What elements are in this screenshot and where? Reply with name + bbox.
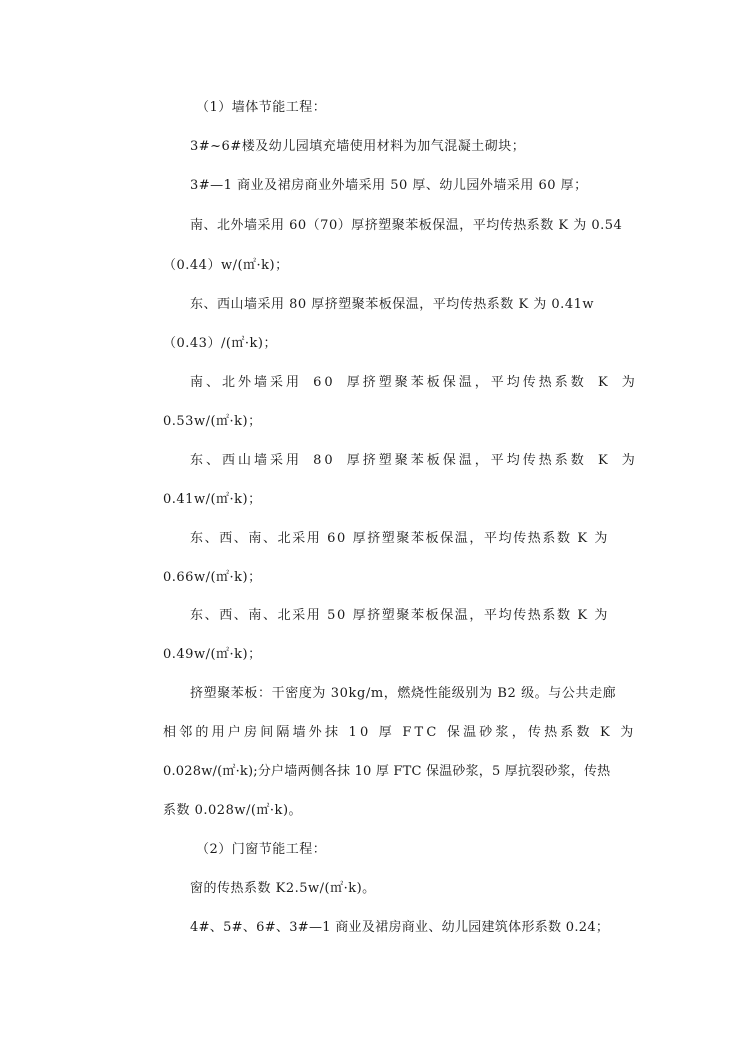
paragraph-shape-coefficient: 4#、5#、6#、3#—1 商业及裙房商业、幼儿园建筑体形系数 0.24； [190, 920, 610, 935]
section-heading-doors-windows: （2）门窗节能工程： [196, 842, 327, 857]
paragraph-exterior-wall-thickness: 3#—1 商业及裙房商业外墙采用 50 厚、幼儿园外墙采用 60 厚； [190, 178, 588, 193]
paragraph-east-west-wall-line2: （0.43）/(㎡·k)； [163, 336, 277, 351]
paragraph-xps-board-line4: 系数 0.028w/(㎡·k)。 [163, 803, 303, 818]
paragraph-infill-material: 3#~6#楼及幼儿园填充墙使用材料为加气混凝土砌块； [190, 139, 526, 154]
paragraph-east-west-80-line1: 东、西山墙采用 80 厚挤塑聚苯板保温，平均传热系数 K 为 [190, 453, 638, 468]
paragraph-all-sides-60-line2: 0.66w/(㎡·k)； [163, 570, 262, 585]
paragraph-east-west-80-line2: 0.41w/(㎡·k)； [163, 492, 262, 507]
paragraph-south-north-60-line1: 南、北外墙采用 60 厚挤塑聚苯板保温，平均传热系数 K 为 [190, 375, 638, 390]
paragraph-all-sides-60-line1: 东、西、南、北采用 60 厚挤塑聚苯板保温，平均传热系数 K 为 [190, 531, 609, 546]
paragraph-xps-board-line1: 挤塑聚苯板：干密度为 30kg/m，燃烧性能级别为 B2 级。与公共走廊 [190, 686, 617, 701]
paragraph-xps-board-line2: 相邻的用户房间隔墙外抹 10 厚 FTC 保温砂浆，传热系数 K 为 [163, 725, 637, 740]
paragraph-all-sides-50-line1: 东、西、南、北采用 50 厚挤塑聚苯板保温，平均传热系数 K 为 [190, 608, 609, 623]
paragraph-south-north-wall-line2: （0.44）w/(㎡·k)； [163, 258, 289, 273]
paragraph-south-north-60-line2: 0.53w/(㎡·k)； [163, 414, 262, 429]
paragraph-east-west-wall-line1: 东、西山墙采用 80 厚挤塑聚苯板保温，平均传热系数 K 为 0.41w [190, 297, 594, 312]
paragraph-all-sides-50-line2: 0.49w/(㎡·k)； [163, 647, 262, 662]
paragraph-window-k-value: 窗的传热系数 K2.5w/(㎡·k)。 [190, 881, 376, 896]
paragraph-south-north-wall-line1: 南、北外墙采用 60（70）厚挤塑聚苯板保温，平均传热系数 K 为 0.54 [190, 218, 623, 233]
paragraph-xps-board-line3: 0.028w/(㎡·k);分户墙两侧各抹 10 厚 FTC 保温砂浆，5 厚抗裂砂浆，传热 [163, 764, 611, 779]
section-heading-wall: （1）墙体节能工程： [196, 100, 327, 115]
